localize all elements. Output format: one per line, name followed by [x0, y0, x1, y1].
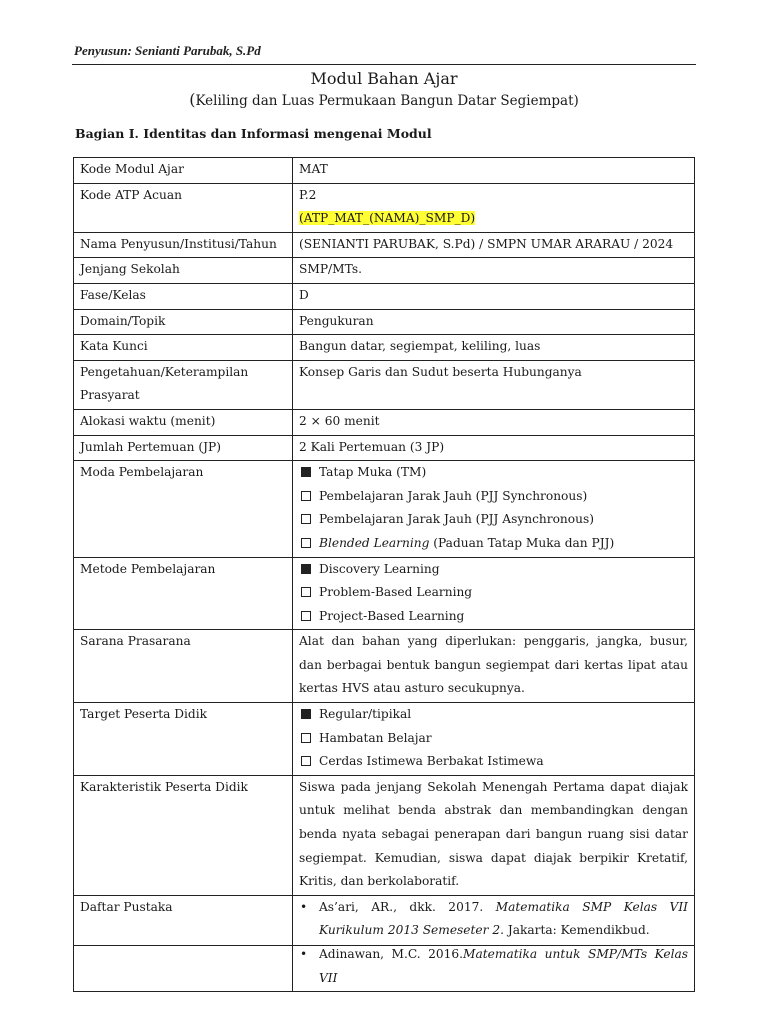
option-blended-learning: Blended Learning (Paduan Tatap Muka dan PJJ) — [299, 532, 688, 556]
subtitle-text: Keliling dan Luas Permukaan Bangun Datar Segiempat — [195, 93, 574, 109]
option-pjj-asynchronous: Pembelajaran Jarak Jauh (PJJ Asynchronous) — [299, 508, 688, 532]
table-row — [74, 703, 695, 776]
row-label: Karakteristik Peserta Didik — [74, 775, 293, 895]
row-value — [293, 461, 695, 557]
bullet-icon: • — [300, 899, 308, 914]
row-label: Target Peserta Didik — [74, 703, 293, 776]
row-value: Konsep Garis dan Sudut beserta Hubunganya — [293, 360, 695, 409]
atp-code: P.2 — [299, 187, 317, 202]
section-heading: Bagian I. Identitas dan Informasi mengenai Modul — [75, 126, 432, 141]
row-label: Kode ATP Acuan — [74, 183, 293, 232]
row-label-line: Pengetahuan/Keterampilan — [80, 364, 249, 379]
table-row — [74, 232, 695, 258]
row-label: Moda Pembelajaran — [74, 461, 293, 557]
option-project-based: Project-Based Learning — [299, 605, 688, 629]
checkbox-empty-icon — [301, 514, 311, 524]
option-tatap-muka: Tatap Muka (TM) — [299, 461, 688, 485]
row-label: Kode Modul Ajar — [74, 158, 293, 184]
checkbox-filled-icon — [301, 564, 311, 574]
table-row — [74, 283, 695, 309]
header-author: Penyusun: Senianti Parubak, S.Pd — [74, 43, 261, 58]
row-value: Alat dan bahan yang diperlukan: penggaris, jangka, busur, dan berbagai bentuk bangun segiempat dari kertas lipat atau kertas HVS atau asturo secukupnya. — [293, 630, 695, 703]
row-value: Pengukuran — [293, 309, 695, 335]
module-identity-table-wrap — [73, 157, 695, 985]
module-identity-table — [73, 157, 695, 992]
checkbox-empty-icon — [301, 611, 311, 621]
row-label: Sarana Prasarana — [74, 630, 293, 703]
row-label: Kata Kunci — [74, 335, 293, 361]
table-row — [74, 183, 695, 232]
checkbox-filled-icon — [301, 467, 311, 477]
table-row — [74, 409, 695, 435]
checkbox-empty-icon — [301, 538, 311, 548]
list-item: • As’ari, AR., dkk. 2017. Matematika SMP Kelas VII Kurikulum 2013 Semeseter 2. Jakarta: Kemendikbud. — [319, 896, 688, 943]
checkbox-empty-icon — [301, 491, 311, 501]
table-row — [74, 258, 695, 284]
table-row — [74, 630, 695, 703]
row-label: Domain/Topik — [74, 309, 293, 335]
row-label: Alokasi waktu (menit) — [74, 409, 293, 435]
row-label: Metode Pembelajaran — [74, 557, 293, 630]
atp-highlight: (ATP_MAT_(NAMA)_SMP_D) — [299, 211, 476, 226]
option-hambatan: Hambatan Belajar — [299, 727, 688, 751]
bullet-icon: • — [300, 947, 308, 961]
row-value: (SENIANTI PARUBAK, S.Pd) / SMPN UMAR ARARAU / 2024 — [293, 232, 695, 258]
table-row — [74, 158, 695, 184]
document-subtitle: (Keliling dan Luas Permukaan Bangun Datar Segiempat) — [189, 90, 579, 109]
row-value — [293, 183, 695, 232]
checkbox-empty-icon — [301, 733, 311, 743]
checkbox-filled-icon — [301, 709, 311, 719]
row-value: 2 × 60 menit — [293, 409, 695, 435]
row-value: D — [293, 283, 695, 309]
list-item: • Adinawan, M.C. 2016.Matematika untuk SMP/MTs Kelas VII — [319, 943, 688, 990]
row-value: Bangun datar, segiempat, keliling, luas — [293, 335, 695, 361]
option-discovery: Discovery Learning — [299, 558, 688, 582]
table-row — [74, 557, 695, 630]
row-value: SMP/MTs. — [293, 258, 695, 284]
row-value — [293, 703, 695, 776]
table-row — [74, 895, 695, 991]
row-value — [293, 557, 695, 630]
option-problem-based: Problem-Based Learning — [299, 581, 688, 605]
row-label: Jenjang Sekolah — [74, 258, 293, 284]
row-value — [293, 895, 695, 991]
table-row — [74, 435, 695, 461]
checkbox-empty-icon — [301, 756, 311, 766]
row-label: Daftar Pustaka — [74, 895, 293, 991]
table-row — [74, 461, 695, 557]
table-row — [74, 360, 695, 409]
row-value: 2 Kali Pertemuan (3 JP) — [293, 435, 695, 461]
table-row — [74, 335, 695, 361]
row-label: Jumlah Pertemuan (JP) — [74, 435, 293, 461]
option-pjj-synchronous: Pembelajaran Jarak Jauh (PJJ Synchronous) — [299, 485, 688, 509]
option-regular: Regular/tipikal — [299, 703, 688, 727]
reference-list — [299, 896, 688, 990]
header-rule — [72, 64, 696, 65]
row-label-line: Prasyarat — [80, 388, 140, 403]
row-label: Fase/Kelas — [74, 283, 293, 309]
table-row — [74, 309, 695, 335]
table-row — [74, 775, 695, 895]
row-value: Siswa pada jenjang Sekolah Menengah Pertama dapat diajak untuk melihat benda abstrak dan membandingkan dengan benda nyata sebagai penerapan dari bangun ruang sisi datar segiempat. Kemudian, siswa dapat diajak berpikir Kretatif, Kritis, dan berkolaboratif. — [293, 775, 695, 895]
row-label: Nama Penyusun/Institusi/Tahun — [74, 232, 293, 258]
checkbox-empty-icon — [301, 587, 311, 597]
option-cerdas-istimewa: Cerdas Istimewa Berbakat Istimewa — [299, 750, 688, 774]
row-label — [74, 360, 293, 409]
document-title: Modul Bahan Ajar — [310, 69, 458, 88]
row-value: MAT — [293, 158, 695, 184]
